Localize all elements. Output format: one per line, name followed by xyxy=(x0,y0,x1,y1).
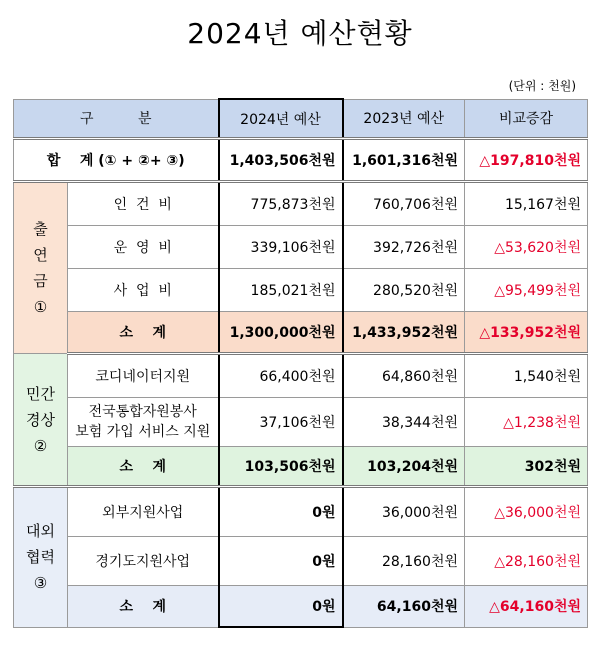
table-row xyxy=(14,537,588,586)
total-row xyxy=(14,139,588,182)
item-label-line: 전국통합자원봉사 xyxy=(88,404,197,420)
category-text: 협력 xyxy=(26,548,55,567)
subtotal-row xyxy=(14,312,588,354)
item-2024: 185,021천원 xyxy=(219,269,343,312)
category-cell xyxy=(14,354,68,487)
table-row xyxy=(14,398,588,447)
subtotal-2023: 64,160천원 xyxy=(343,586,465,628)
total-2023: 1,601,316천원 xyxy=(343,139,465,182)
page-title: 2024년 예산현황 xyxy=(187,17,413,50)
item-2024: 37,106천원 xyxy=(219,398,343,447)
table-row xyxy=(14,487,588,537)
item-compare: △1,238천원 xyxy=(465,398,588,447)
header-compare: 비교증감 xyxy=(465,99,588,139)
subtotal-compare: 302천원 xyxy=(465,447,588,487)
total-2024: 1,403,506천원 xyxy=(219,139,343,182)
item-label: 인 건 비 xyxy=(68,182,219,226)
budget-table xyxy=(13,98,588,628)
subtotal-compare: △64,160천원 xyxy=(465,586,588,628)
unit-note: (단위 : 천원) xyxy=(508,79,576,93)
category-text: 대외 xyxy=(26,522,55,541)
category-text: ① xyxy=(33,298,48,316)
category-text: 경상 xyxy=(26,410,55,429)
item-compare: △53,620천원 xyxy=(465,226,588,269)
category-text: 연 xyxy=(33,246,48,264)
category-cell xyxy=(14,487,68,628)
item-2023: 38,344천원 xyxy=(343,398,465,447)
item-label-line: 보험 가입 서비스 지원 xyxy=(75,424,211,440)
item-2023: 28,160천원 xyxy=(343,537,465,586)
category-text: 출 xyxy=(33,220,48,238)
subtotal-label: 소 계 xyxy=(68,447,219,487)
subtotal-row xyxy=(14,586,588,628)
subtotal-label: 소 계 xyxy=(68,586,219,628)
item-2024: 0원 xyxy=(219,537,343,586)
item-compare: 1,540천원 xyxy=(465,354,588,398)
item-2023: 760,706천원 xyxy=(343,182,465,226)
item-label xyxy=(68,398,219,447)
table-header-row xyxy=(14,99,588,139)
item-2023: 36,000천원 xyxy=(343,487,465,537)
table-row xyxy=(14,269,588,312)
category-text: 금 xyxy=(33,272,48,290)
item-label: 사 업 비 xyxy=(68,269,219,312)
category-text: 민간 xyxy=(26,384,55,403)
item-compare: △28,160천원 xyxy=(465,537,588,586)
table-row xyxy=(14,354,588,398)
item-compare: 15,167천원 xyxy=(465,182,588,226)
item-2023: 392,726천원 xyxy=(343,226,465,269)
subtotal-2024: 0원 xyxy=(219,586,343,628)
table-row xyxy=(14,182,588,226)
total-compare: △197,810천원 xyxy=(465,139,588,182)
category-cell xyxy=(14,182,68,354)
category-text: ② xyxy=(33,436,48,455)
header-2024: 2024년 예산 xyxy=(219,99,343,139)
category-text: ③ xyxy=(33,574,48,593)
total-label: 합 계 (① + ②+ ③) xyxy=(14,139,219,182)
item-2023: 280,520천원 xyxy=(343,269,465,312)
subtotal-2024: 103,506천원 xyxy=(219,447,343,487)
subtotal-label: 소 계 xyxy=(68,312,219,354)
subtotal-2023: 103,204천원 xyxy=(343,447,465,487)
item-2024: 66,400천원 xyxy=(219,354,343,398)
item-compare: △36,000천원 xyxy=(465,487,588,537)
header-2023: 2023년 예산 xyxy=(343,99,465,139)
item-label: 외부지원사업 xyxy=(68,487,219,537)
subtotal-2024: 1,300,000천원 xyxy=(219,312,343,354)
subtotal-2023: 1,433,952천원 xyxy=(343,312,465,354)
item-label: 코디네이터지원 xyxy=(68,354,219,398)
item-2024: 339,106천원 xyxy=(219,226,343,269)
item-2024: 0원 xyxy=(219,487,343,537)
header-division: 구 분 xyxy=(14,99,219,139)
item-compare: △95,499천원 xyxy=(465,269,588,312)
item-2024: 775,873천원 xyxy=(219,182,343,226)
item-label: 운 영 비 xyxy=(68,226,219,269)
item-2023: 64,860천원 xyxy=(343,354,465,398)
subtotal-row xyxy=(14,447,588,487)
subtotal-compare: △133,952천원 xyxy=(465,312,588,354)
table-row xyxy=(14,226,588,269)
item-label: 경기도지원사업 xyxy=(68,537,219,586)
